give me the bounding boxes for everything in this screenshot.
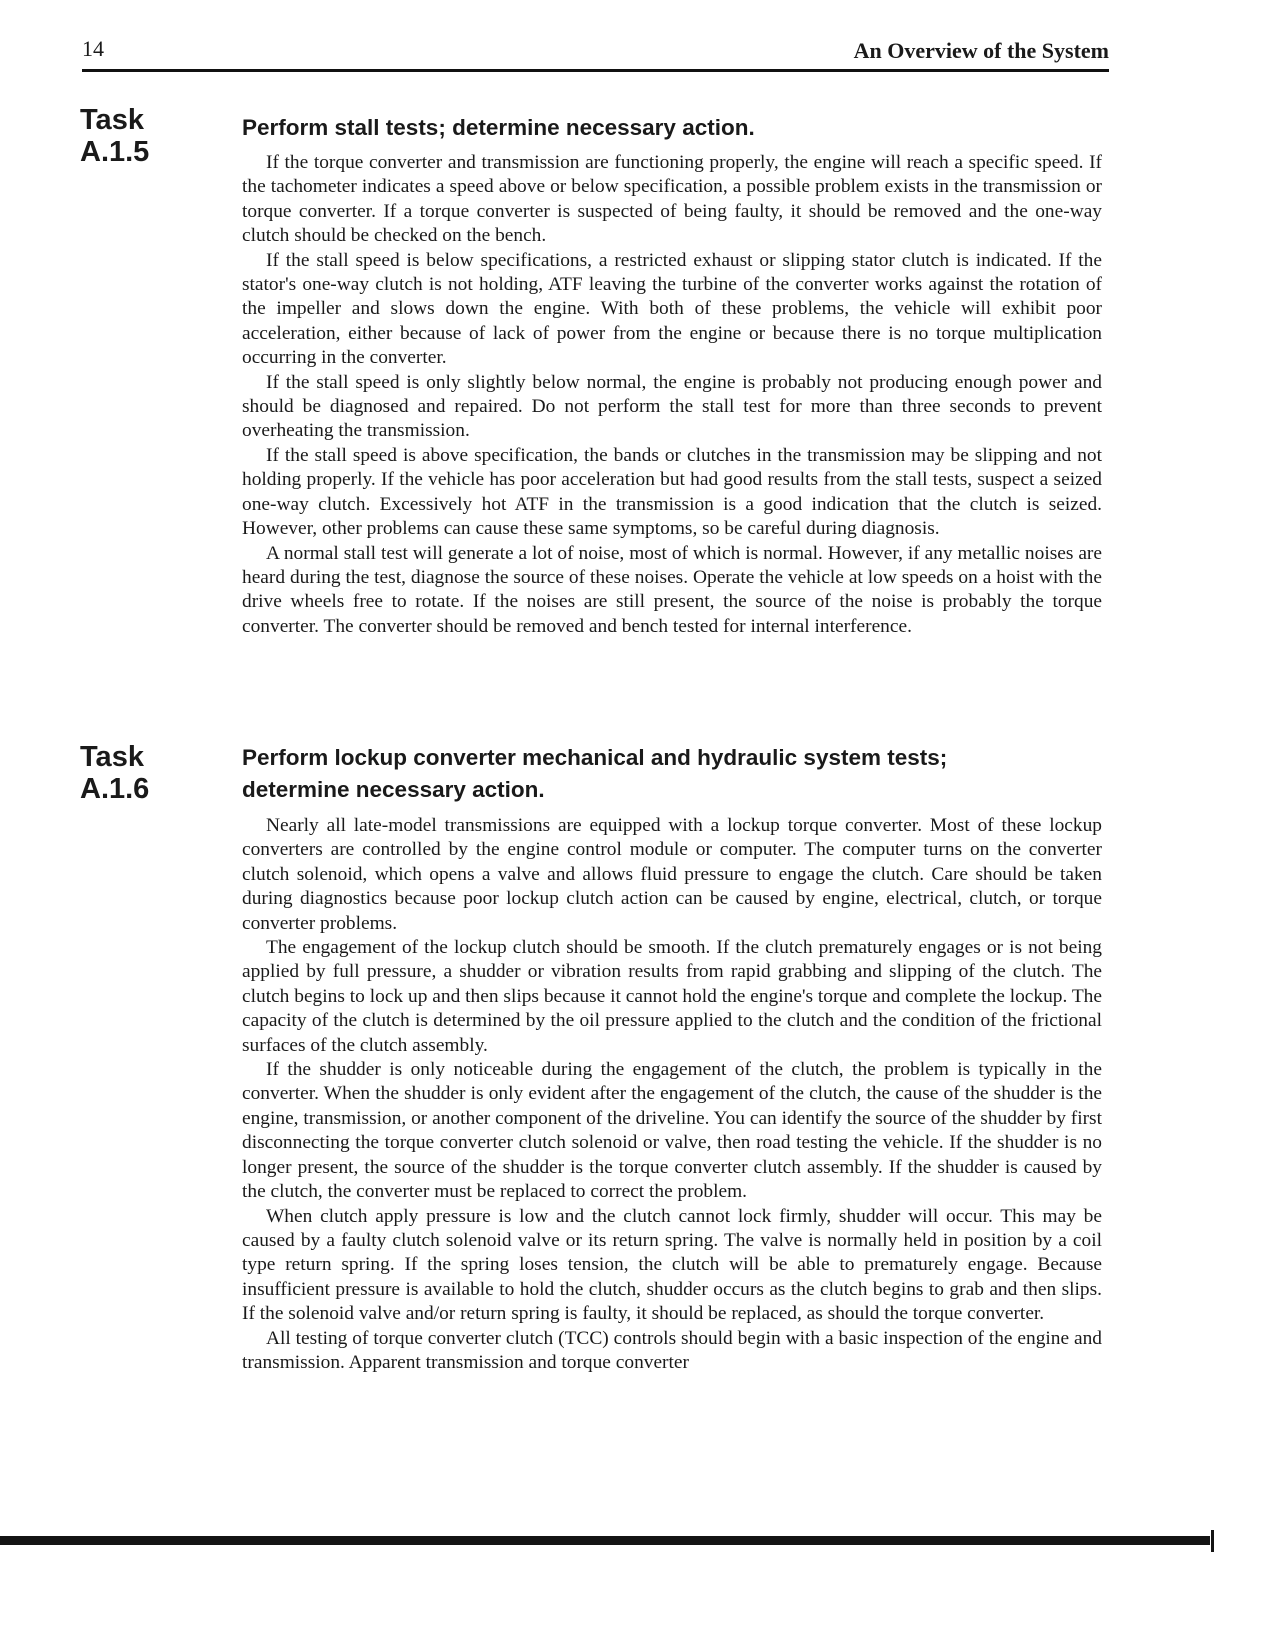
paragraph: The engagement of the lockup clutch should be smooth. If the clutch prematurely engages or is not being applied by full pressure, a shudder or vibration results from rapid grabbing and slipping of the clutch. The clutch begins to lock up and then slips because it cannot hold the engine's torque and complete the lockup. The capacity of the clutch is determined by the oil pressure applied to the clutch and the condition of the frictional surfaces of the clutch assembly.: [242, 937, 1102, 1056]
running-head: An Overview of the System: [853, 38, 1109, 63]
paragraph: Nearly all late-model transmissions are equipped with a lockup torque converter. Most of these lockup converters are controlled by the engine control module or computer. The computer turns on the converter clutch solenoid, which opens a valve and allows fluid pressure to engage the clutch. Care should be taken during diagnostics because poor lockup clutch action can be caused by engine, electrical, clutch, or torque converter problems.: [242, 815, 1102, 934]
task-heading-a16: [242, 742, 1092, 806]
task-word: Task: [80, 104, 144, 136]
task-heading-text: Perform stall tests; determine necessary action.: [242, 115, 755, 140]
paragraph: If the torque converter and transmission are functioning properly, the engine will reach a specific speed. If the tachometer indicates a speed above or below specification, a possible problem exists in the transmission or torque converter. If a torque converter is suspected of being faulty, it should be removed and the one-way clutch should be checked on the bench.: [242, 152, 1102, 247]
task-body-a16: [242, 814, 1102, 1375]
task-word: Task: [80, 741, 144, 773]
task-heading-a15: [242, 112, 1092, 144]
task-label-a15: [80, 104, 149, 168]
task-number: A.1.6: [80, 773, 150, 805]
task-label-a16: [80, 741, 149, 805]
paragraph: A normal stall test will generate a lot of noise, most of which is normal. However, if any metallic noises are heard during the test, diagnose the source of these noises. Operate the vehicle at low speeds on a hoist with the drive wheels free to rotate. If the noises are still present, the source of the noise is probably the torque converter. The converter should be removed and bench tested for internal interference.: [242, 542, 1102, 637]
task-body-a15: [242, 151, 1102, 639]
task-heading-line: determine necessary action.: [242, 777, 545, 802]
paragraph: If the stall speed is above specification, the bands or clutches in the transmission may be slipping and not holding properly. If the vehicle has poor acceleration but had good results from the stall tests, suspect a seized one-way clutch. Excessively hot ATF in the transmission is a good indication that the clutch is seized. However, other problems can cause these same symptoms, so be careful during diagnosis.: [242, 444, 1102, 540]
task-number: A.1.5: [80, 136, 150, 168]
footer-tick: [1211, 1530, 1214, 1552]
paragraph: If the stall speed is below specifications, a restricted exhaust or slipping stator clutch is indicated. If the stator's one-way clutch is not holding, ATF leaving the turbine of the converter works against the rotation of the impeller and slows down the engine. With both of these problems, the vehicle will exhibit poor acceleration, either because of lack of power from the engine or because there is no torque multiplication occurring in the converter.: [242, 249, 1102, 369]
task-heading-line: Perform lockup converter mechanical and hydraulic system tests;: [242, 745, 948, 770]
paragraph: All testing of torque converter clutch (TCC) controls should begin with a basic inspection of the engine and transmission. Apparent transmission and torque converter: [242, 1327, 1102, 1373]
paragraph: If the shudder is only noticeable during the engagement of the clutch, the problem is typically in the converter. When the shudder is only evident after the engagement of the clutch, the cause of the shudder is the engine, transmission, or another component of the driveline. You can identify the source of the shudder by first disconnecting the torque converter clutch solenoid or valve, then road testing the vehicle. If the shudder is no longer present, the source of the shudder is the torque converter clutch assembly. If the shudder is caused by the clutch, the converter must be replaced to correct the problem.: [242, 1059, 1102, 1203]
paragraph: If the stall speed is only slightly below normal, the engine is probably not producing enough power and should be diagnosed and repaired. Do not perform the stall test for more than three seconds to prevent overheating the transmission.: [242, 371, 1102, 442]
page-number: 14: [82, 36, 104, 61]
footer-rule: [0, 1536, 1210, 1545]
header-rule: [82, 69, 1109, 72]
paragraph: When clutch apply pressure is low and the clutch cannot lock firmly, shudder will occur. This may be caused by a faulty clutch solenoid valve or its return spring. The valve is normally held in position by a coil type return spring. If the spring loses tension, the clutch will be able to prematurely engage. Because insufficient pressure is available to hold the clutch, shudder occurs as the clutch begins to grab and then slips. If the solenoid valve and/or return spring is faulty, it should be replaced, as should the torque converter.: [242, 1205, 1102, 1325]
